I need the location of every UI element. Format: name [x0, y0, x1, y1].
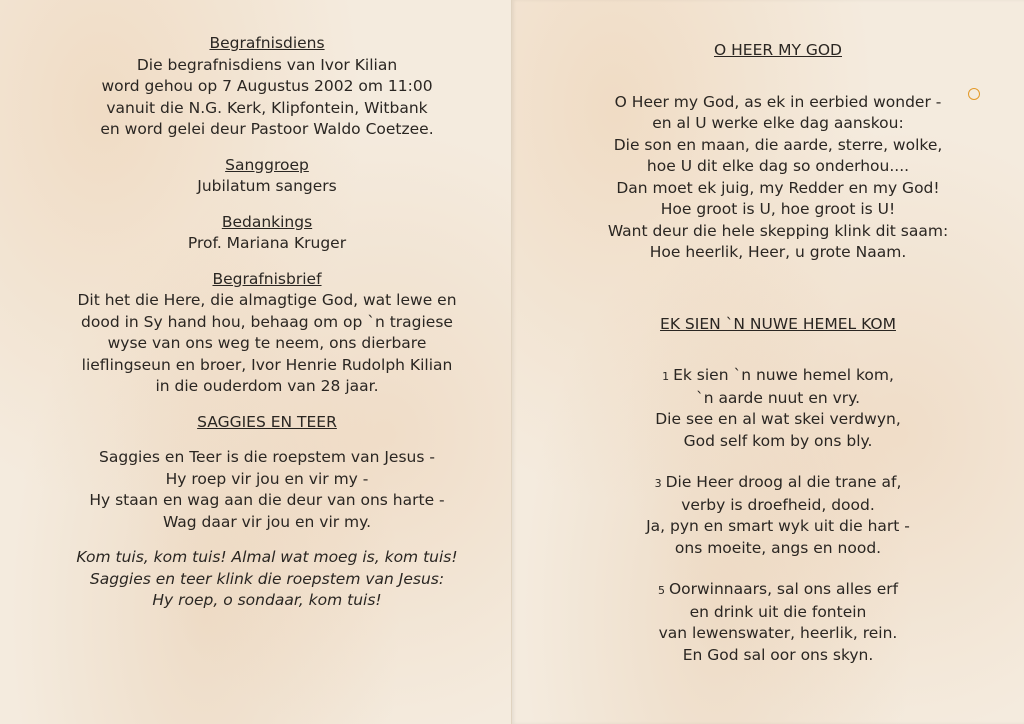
verse-text: Ek sien `n nuwe hemel kom,: [673, 366, 894, 384]
right-column: [527, 40, 1024, 666]
verse-number: 1: [662, 370, 670, 383]
letter-line: lieflingseun en broer, Ivor Henrie Rudolph Kilian: [81, 355, 453, 374]
hymn1-line: Want deur die hele skepping klink dit saam:: [607, 221, 949, 240]
hymn2-verse-line: En God sal oor ons skyn.: [682, 645, 874, 664]
hymn2-verse-line: Die see en al wat skei verdwyn,: [655, 410, 901, 428]
funeral-line: vanuit die N.G. Kerk, Klipfontein, Witbank: [106, 98, 428, 117]
verse-text: Die Heer droog al die trane af,: [665, 473, 902, 491]
hymn1-line: en al U werke elke dag aanskou:: [652, 114, 904, 132]
right-page: [512, 0, 1024, 724]
hymn2-verse-line: ons moeite, angs en nood.: [674, 538, 882, 557]
hymn1-line: hoe U dit elke dag so onderhou....: [646, 157, 910, 175]
hymn2-verse-line: verby is droefheid, dood.: [681, 495, 875, 514]
saggies-verse-line: Hy staan en wag aan die deur van ons harte -: [89, 491, 445, 509]
funeral-line: Die begrafnisdiens van Ivor Kilian: [136, 55, 398, 74]
hymn1-line: Die son en maan, die aarde, sterre, wolke,: [613, 135, 943, 154]
hymn2-verse-line: `n aarde nuut en vry.: [695, 388, 861, 407]
verse-text: Oorwinnaars, sal ons alles erf: [668, 580, 899, 598]
hymn2-verse-line: van lewenswater, heerlik, rein.: [658, 624, 898, 642]
saggies-chorus-line: Hy roep, o sondaar, kom tuis!: [152, 591, 382, 609]
hymn2-verse-line: [527, 472, 1024, 495]
choir-line: Jubilatum sangers: [197, 177, 337, 195]
funeral-line: word gehou op 7 Augustus 2002 om 11:00: [101, 77, 433, 95]
saggies-chorus-line: Kom tuis, kom tuis! Almal wat moeg is, kom tuis!: [76, 548, 458, 566]
hymn2-verse-line: Ja, pyn en smart wyk uit die hart -: [646, 517, 910, 535]
verse-number: 3: [654, 477, 662, 490]
letter-line: dood in Sy hand hou, behaag om op `n tragiese: [81, 312, 453, 331]
letter-heading: Begrafnisbrief: [212, 269, 322, 288]
hymn1-line: Hoe heerlik, Heer, u grote Naam.: [649, 243, 907, 261]
thanks-line: Prof. Mariana Kruger: [187, 234, 347, 252]
funeral-heading: Begrafnisdiens: [209, 34, 325, 52]
saggies-chorus-line: Saggies en teer klink die roepstem van Jesus:: [89, 569, 445, 588]
hymn2-verse-line: God self kom by ons bly.: [683, 431, 873, 450]
choir-heading: Sanggroep: [225, 155, 309, 174]
verse-number: 5: [657, 584, 665, 597]
hymn2-verse-line: [527, 365, 1024, 388]
hymn1-line: O Heer my God, as ek in eerbied wonder -: [614, 92, 942, 111]
saggies-verse-line: Hy roep vir jou en vir my -: [165, 469, 369, 488]
thanks-heading: Bedankings: [221, 212, 313, 231]
hymn2-heading: EK SIEN `N NUWE HEMEL KOM: [660, 314, 896, 333]
saggies-heading: SAGGIES EN TEER: [197, 412, 337, 431]
hymn1-heading: O HEER MY GOD: [714, 41, 842, 59]
left-column: [22, 33, 512, 612]
funeral-line: en word gelei deur Pastoor Waldo Coetzee.: [100, 120, 434, 138]
hymn1-line: Dan moet ek juig, my Redder en my God!: [616, 178, 940, 197]
letter-line: wyse van ons weg te neem, ons dierbare: [107, 334, 427, 352]
hymn1-line: Hoe groot is U, hoe groot is U!: [660, 200, 896, 218]
hymn2-verse-line: [527, 579, 1024, 602]
saggies-verse-line: Saggies en Teer is die roepstem van Jesus -: [99, 448, 435, 466]
saggies-verse-line: Wag daar vir jou en vir my.: [162, 512, 372, 531]
letter-line: Dit het die Here, die almagtige God, wat lewe en: [77, 291, 457, 309]
hymn2-verse-line: en drink uit die fontein: [689, 602, 867, 621]
letter-line: in die ouderdom van 28 jaar.: [155, 377, 379, 395]
